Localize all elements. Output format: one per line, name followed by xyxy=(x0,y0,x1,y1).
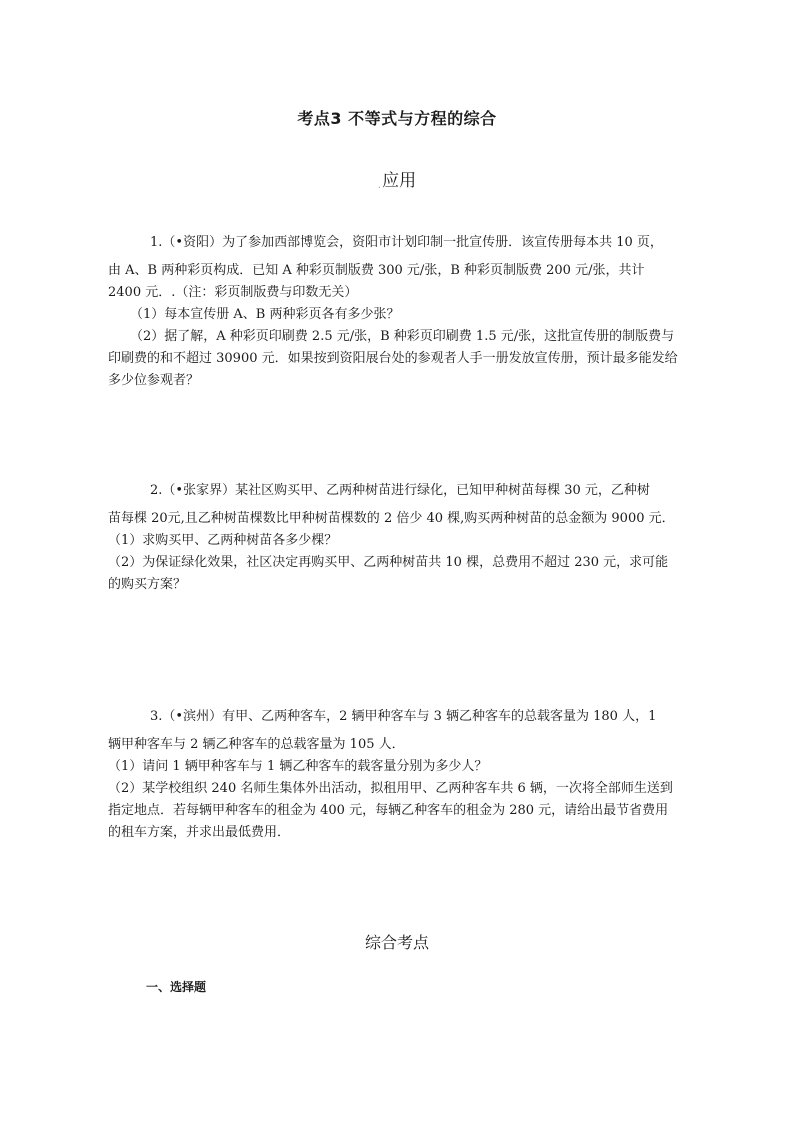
problem-2 xyxy=(108,474,678,596)
page-subtitle xyxy=(0,166,794,191)
problem-1-question-2: （2）据了解，A 种彩页印刷费 2.5 元/张，B 种彩页印刷费 1.5 元/张，这批宣传册的制版费与印刷费的和不超过 30900 元．如果按到资阳展台处的参观者人手一册发放宣传册，预计最多能发给多少位参观者？ xyxy=(108,329,678,388)
problem-3-question-2: （2）某学校组织 240 名师生集体外出活动，拟租用甲、乙两种客车共 6 辆，一次将全部师生送到指定地点．若每辆甲种客车的租金为 400 元，每辆乙种客车的租金为 280 元，请给出最节省费用的租车方案，并求出最低费用． xyxy=(108,781,673,840)
subtitle-mark: . xyxy=(377,180,382,191)
problem-3-line2: 辆甲种客车与 2 辆乙种客车的总载客量为 105 人． xyxy=(108,737,405,752)
problem-2-question-2: （2）为保证绿化效果，社区决定再购买甲、乙两种树苗共 10 棵，总费用不超过 230 元，求可能的购买方案？ xyxy=(108,555,669,592)
problem-1-question-1: （1）每本宣传册 A、B 两种彩页各有多少张？ xyxy=(130,307,400,322)
problem-1-line2: 由 A、B 两种彩页构成．已知 A 种彩页制版费 300 元/张，B 种彩页制版费 200 元/张，共计 2400 元．.（注：彩页制版费与印数无关） xyxy=(108,263,645,300)
problem-3-line1: 3.（•滨州）有甲、乙两种客车，2 辆甲种客车与 3 辆乙种客车的总载客量为 180 人，1 xyxy=(150,709,657,724)
section-title: 综合考点 xyxy=(364,933,429,952)
page-title: 考点3 不等式与方程的综合 xyxy=(297,109,497,128)
problem-2-question-1: （1）求购买甲、乙两种树苗各多少棵？ xyxy=(108,533,338,548)
problem-1-line1: 1.（•资阳）为了参加西部博览会，资阳市计划印制一批宣传册．该宣传册每本共 10 页， xyxy=(150,235,663,250)
subsection-title: 一、选择题 xyxy=(146,980,207,994)
problem-2-line2: 苗每棵 20元,且乙种树苗棵数比甲种树苗棵数的 2 倍少 40 棵,购买两种树苗的总金额为 9000 元． xyxy=(108,511,675,526)
problem-3 xyxy=(108,700,678,844)
problem-1 xyxy=(108,226,678,392)
subtitle-text: 应用 xyxy=(382,171,417,191)
problem-3-question-1: （1）请问 1 辆甲种客车与 1 辆乙种客车的载客量分别为多少人？ xyxy=(108,759,488,774)
problem-2-line1: 2.（•张家界）某社区购买甲、乙两种树苗进行绿化，已知甲种树苗每棵 30 元，乙种树 xyxy=(150,483,650,498)
